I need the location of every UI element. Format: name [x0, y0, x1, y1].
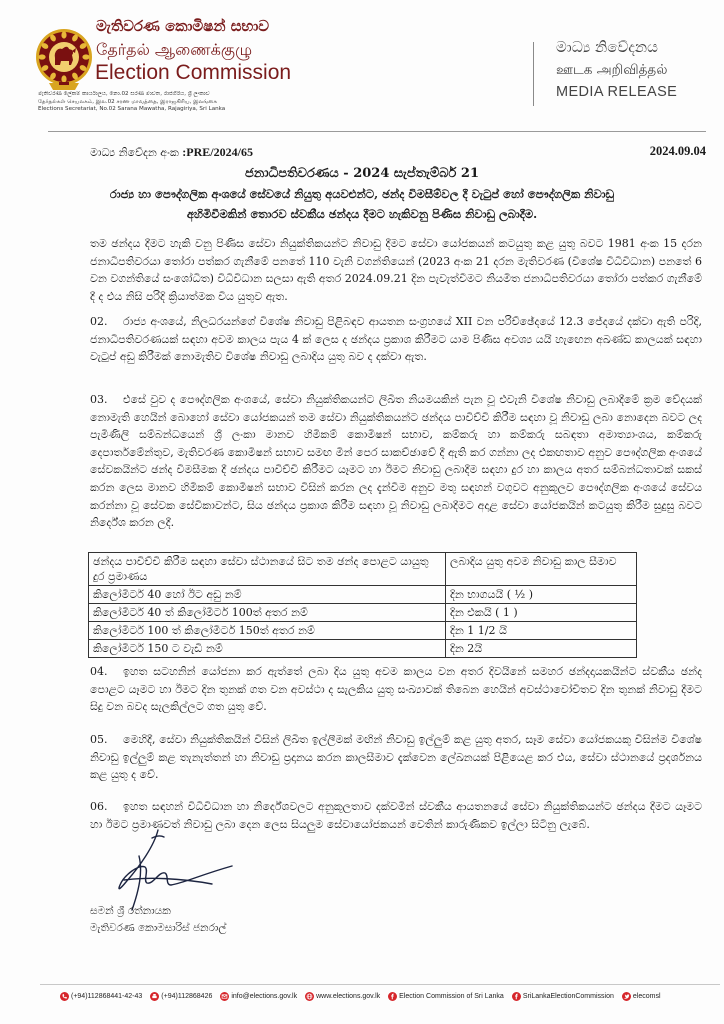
letterhead-divider: [533, 42, 534, 106]
paragraph-02: [90, 313, 702, 387]
footer-email: [220, 992, 297, 1001]
release-number-value: :PRE/2024/65: [182, 145, 253, 159]
release-number: [90, 145, 253, 160]
table-cell-distance: කිලෝමීටර් 40 හෝ ඊට අඩු නම්: [89, 586, 446, 604]
media-release-tamil: ஊடக அறிவித்தல்: [556, 62, 668, 78]
footer-facebook-text: Election Commission of Sri Lanka: [399, 992, 504, 1000]
table-row: [89, 586, 637, 604]
table-header-row: [89, 553, 637, 586]
paragraph-text: එසේ වුව ද පෞද්ගලික අංශයේ, සේවා නියුක්තිකයන්ට ලිඛිත නියමයකින් පැන වූ එවැනි විශේෂ නිවාඩු ලබාදීමේ ක්‍රම වේදයක් නොමැති හෙයින් බොහෝ සේවා යෝජකයන් තම සේවා නියුක්තිකයන්ට ඡන්දය පාවිච්චි කිරීම සඳහා වූ නිවාඩු ලබා නොදෙන බවට ලද පැමිණිලි සම්බන්ධයෙන් ශ්‍රී ලංකා මානව හිමිකම් කොමිෂන් සභාව, කම්කරු හා කම්කරු සබඳතා අමාත්‍යාංශය, කම්කරු දෙපාර්තමේන්තුව, මැතිවරණ කොමිෂන් සභාව සමඟ මින් පෙර සාකච්ඡාවේ දී ඇති කර ගන්නා ලද එකඟතාව අනුව පෞද්ගලික අංශයේ සේවකයින්ට ඡන්ද විමසීමක දී ඡන්දය පාවිච්චි කිරීමට යෑමට හා ඊමට නිවාඩු ලබාදීම සඳහා දුර හා කාලය අතර සම්බන්ධතාවක් සකස් කරන ලෙස මානව හිමිකම් කොමිෂන් සභාව විසින් කරන ලද දැන්වීම අනුව මතු සඳහන් වගුවට අනුකූලව පෞද්ගලික අංශයේ සේවය කරන්නා වූ සේවක සේවිකාවන්ට, සිය ඡන්දය ප්‍රකාශ කිරීම සඳහා වූ නිවාඩු ලබාදීමට අදාළ සේවා යෝජකයින් කටයුතු කිරීම සුදුසු බවට නිර්දේශ කරන ලදී.: [90, 393, 702, 530]
address-english: Elections Secretariat, No.02 Sarana Mawatha, Rajagiriya, Sri Lanka: [38, 106, 226, 113]
email-icon: [220, 992, 229, 1001]
table-cell-leave: දින 2යි: [446, 640, 637, 658]
intro-paragraph: තම ඡන්දය දීමට හැකි වනු පිණිස සේවා නියුක්තිකයන්ට නිවාඩු දීමට සේවා යෝජකයන් කටයුතු කළ යුතු බවට 1981 අංක 15 දරන ජනාධිපතිවරයා තෝරා පත්කර ගැනීමේ පනතේ 110 වැනි වගන්තියෙන් (2023 අංක 21 දරන මැතිවරණ (විශේෂ විධිවිධාන) පනතේ 6 වන වගන්තියේ සංශෝධිත) විධිවිධාන සලසා ඇති අතර 2024.09.21 දින පැවැත්වීමට නියමිත ජනාධිපතිවරයා තෝරා පත්කර ගැනීමේ දී ද එය නිසි පරිදි ක්‍රියාත්මක විය යුතුව ඇත.: [90, 237, 702, 303]
release-number-label: මාධ්‍ය නිවේදන අංක: [90, 146, 179, 159]
footer-twitter: [622, 992, 661, 1001]
footer-fax: [150, 992, 212, 1001]
leave-duration-table: [88, 552, 637, 658]
globe-icon: [305, 992, 314, 1001]
facebook-page-icon: [512, 992, 521, 1001]
contact-footer: [60, 989, 720, 1003]
paragraph-text: ඉහත සටහනින් යෝජනා කර ඇත්තේ ලබා දිය යුතු අවම කාලය වන අතර දිවයිනේ සමහර ඡන්දදායකයින්ට ස්වකීය ඡන්ද පොළට යෑමට හා ඊමට දින තුනක් ගත වන අවස්ථා ද සැලකිය යුතු සංඛ්‍යාවක් තිබෙන හෙයින් අවස්ථාවෝචිතව දින තුනක් නිවාඩු දීමට සිදු වන බවද සැලකිල්ලට ගත යුතු වේ.: [90, 665, 702, 714]
footer-website: [305, 992, 380, 1001]
paragraph-number: 04.: [90, 665, 108, 678]
footer-email-text: info@elections.gov.lk: [231, 992, 298, 1000]
phone-icon: [60, 992, 69, 1001]
paragraph-text: මෙහිදී, සේවා නියුක්තිකයින් විසින් ලිඛිත ඉල්ලීමක් මඟින් නිවාඩු ඉල්ලුම් කළ යුතු අතර, සෑම සේවා යෝජකයකු විසින්ම විශේෂ නිවාඩු ඉල්ලුම් කළ තැනැත්තන් හා නිවාඩු ප්‍රදානය කරන කාලසීමාව දැක්වෙන ලේඛනයක් පිළියෙළ කර එය, සේවා ස්ථානයේ ප්‍රදර්ශනය කළ යුතු ද වේ.: [90, 733, 702, 782]
paragraph-04: [90, 663, 702, 719]
table-cell-leave: දින එකයි ( 1 ): [446, 604, 637, 622]
signatory-name: සමන් ශ්‍රී රත්නායක: [90, 905, 171, 917]
footer-facebook-page-text: SriLankaElectionCommission: [522, 992, 614, 1000]
footer-facebook: [388, 992, 504, 1001]
paragraph-03: [90, 391, 702, 551]
facebook-icon: [388, 992, 397, 1001]
commission-name-english: Election Commission: [95, 61, 292, 84]
media-release-sinhala: මාධ්‍ය නිවේදනය: [556, 38, 658, 56]
table-cell-leave: දින භාගයයි ( ½ ): [446, 586, 637, 604]
table-cell-distance: කිලෝමීටර් 100 ත් කිලෝමීටර් 150ත් අතර නම්: [89, 622, 446, 640]
release-date: 2024.09.04: [649, 144, 706, 158]
leave-table: [88, 552, 637, 660]
commission-name-sinhala: මැතිවරණ කොමිෂන් සභාව: [96, 17, 270, 35]
footer-fax-text: (+94)112868426: [161, 992, 213, 1000]
table-row: [89, 622, 637, 640]
paragraph-number: 02.: [90, 315, 108, 328]
twitter-icon: [622, 992, 631, 1001]
table-row: [89, 640, 637, 658]
paragraph-number: 05.: [90, 733, 108, 746]
header-rule: [48, 131, 706, 132]
paragraph-05: [90, 731, 702, 787]
footer-facebook-page: [512, 992, 614, 1001]
address-tamil: தேர்தல்கள் செயலகம், இல.02 சரண மாவத்தை, இராஜகிரிய, இலங்கை: [38, 98, 218, 105]
table-cell-leave: දින 1 1/2 යි: [446, 622, 637, 640]
address-sinhala: මැතිවරණ ලේකම් කාර්යාලය, නො.02 සරණ මාවත, රාජගිරිය, ශ්‍රී ලංකාව: [38, 91, 210, 97]
commission-name-tamil: தேர்தல் ஆணைக்குழு: [96, 40, 253, 59]
footer-rule: [40, 984, 720, 985]
footer-phone: [60, 992, 142, 1001]
paragraph-number: 03.: [90, 393, 108, 406]
paragraph-number: 06.: [90, 800, 108, 813]
page-subtitle: රාජ්‍ය හා පෞද්ගලික අංශයේ සේවයේ නියුතු අයවළුන්ට, ඡන්ද විමසීම්වල දී වැටුප් හෝ පෞද්ගලික නිවාඩු අහිමිවීමකින් තොරව ස්වකීය ඡන්දය දීමට හැකිවනු පිණිස නිවාඩු ලබාදීම.: [109, 187, 615, 221]
paragraph-text: රාජ්‍ය අංශයේ, නිලධරයන්ගේ විශේෂ නිවාඩු පිළිබඳව ආයතන සංග්‍රහයේ XII වන පරිච්ඡේදයේ 12.3 ජේදයේ දක්වා ඇති පරිදි, ජනාධිපතිවරණයක් සඳහා අවම කාලය පැය 4 ක් ලෙස ද ඡන්දය ප්‍රකාශ කිරීමට යාම පිණිස අවශ්‍ය යයි හැඟෙන අඛණ්ඩ කාලයක් සඳහා වැටුප් අඩු කිරීමක් නොමැතිව විශේෂ නිවාඩු ලබාදිය යුතු බව ද දක්වා ඇත.: [90, 315, 702, 364]
footer-phone-text: (+94)112868441-42-43: [71, 992, 143, 1000]
table-cell-distance: කිලෝමීටර් 40 ත් කිලෝමීටර් 100ත් අතර නම්: [89, 604, 446, 622]
commission-address: [38, 91, 368, 115]
table-header-distance: ඡන්දය පාවිච්චි කිරීම සඳහා සේවා ස්ථානයේ සිට තම ඡන්ද පොළට යායුතු දුර ප්‍රමාණය: [89, 553, 446, 586]
media-release-english: MEDIA RELEASE: [556, 84, 678, 100]
table-row: [89, 604, 637, 622]
page-title: ජනාධිපතිවරණය - 2024 සැප්තැම්බර් 21: [245, 166, 479, 181]
table-cell-distance: කිලෝමීටර් 150 ට වැඩි නම්: [89, 640, 446, 658]
footer-website-text: www.elections.gov.lk: [316, 992, 381, 1000]
table-header-leave: ලබාදිය යුතු අවම නිවාඩු කාල සීමාව: [446, 553, 637, 586]
signatory-title: මැතිවරණ කොමසාරිස් ජනරාල්: [90, 922, 227, 934]
paragraph-text: ඉහත සඳහන් විධිවිධාන හා නිර්දේශවලට අනුකූලතාව දක්වමින් ස්වකීය ආයතනයේ සේවා නියුක්තිකයන්ට ඡන්දය දීමට යෑමට හා ඊමට ප්‍රමාණවත් නිවාඩු ලබා දෙන ලෙස සියලුම සේවායෝජකයන් වෙතින් කාරුණිකව ඉල්ලා සිටිනු ලැබේ.: [90, 800, 702, 831]
election-commission-emblem: [35, 27, 93, 93]
footer-twitter-text: elecomsl: [632, 992, 661, 1000]
handwritten-signature: [108, 826, 240, 912]
fax-icon: [150, 992, 159, 1001]
